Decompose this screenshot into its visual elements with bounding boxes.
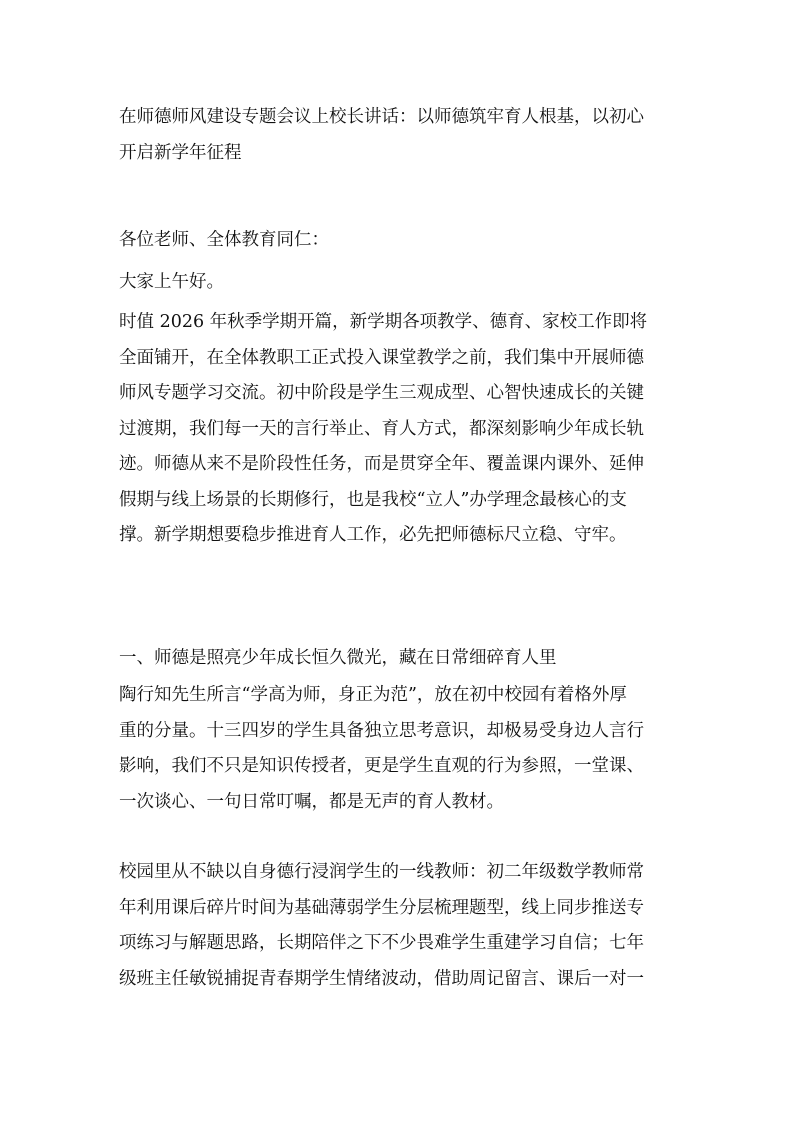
- paragraph-line: 级班主任敏锐捕捉青春期学生情绪波动，借助周记留言、课后一对一: [119, 968, 644, 989]
- paragraph-line: 时值 2026 年秋季学期开篇，新学期各项教学、德育、家校工作即将: [119, 312, 648, 332]
- paragraph-line: 师风专题学习交流。初中阶段是学生三观成型、心智快速成长的关键: [119, 383, 644, 403]
- greeting-text: 大家上午好。: [119, 272, 224, 292]
- paragraph-line: 撑。新学期想要稳步推进育人工作，必先把师德标尺立稳、守牢。: [119, 525, 627, 545]
- paragraph-line: 影响，我们不只是知识传授者，更是学生直观的行为参照，一堂课、: [119, 756, 644, 776]
- paragraph-line: 过渡期，我们每一天的言行举止、育人方式，都深刻影响少年成长轨: [119, 418, 644, 439]
- section-heading-text: 一、师德是照亮少年成长恒久微光，藏在日常细碎育人里: [119, 648, 557, 668]
- document-title: [119, 100, 689, 171]
- paragraph-line: 全面铺开，在全体教职工正式投入课堂教学之前，我们集中开展师德: [119, 347, 644, 368]
- paragraph-line: 陶行知先生所言“学高为师，身正为范”，放在初中校园有着格外厚: [119, 685, 627, 705]
- intro-paragraph: [119, 305, 689, 554]
- section1-paragraph-1: [119, 678, 689, 820]
- paragraph-line: 项练习与解题思路，长期陪伴之下不少畏难学生重建学习自信；七年: [119, 933, 644, 953]
- paragraph-line: 重的分量。十三四岁的学生具备独立思考意识，却极易受身边人言行: [119, 720, 644, 741]
- section-heading-1: [119, 641, 689, 677]
- title-line: 开启新学年征程: [119, 142, 242, 163]
- section1-paragraph-2: [119, 855, 689, 997]
- paragraph-line: 迹。师德从来不是阶段性任务，而是贯穿全年、覆盖课内课外、延伸: [119, 454, 644, 474]
- paragraph-line: 假期与线上场景的长期修行，也是我校“立人”办学理念最核心的支: [119, 489, 627, 510]
- salutation-text: 各位老师、全体教育同仁：: [119, 230, 329, 250]
- paragraph-line: 年利用课后碎片时间为基础薄弱学生分层梳理题型，线上同步推送专: [119, 897, 644, 918]
- paragraph-line: 校园里从不缺以自身德行浸润学生的一线教师：初二年级数学教师常: [119, 862, 644, 882]
- salutation: [119, 223, 689, 259]
- title-line: 在师德师风建设专题会议上校长讲话：以师德筑牢育人根基，以初心: [119, 107, 644, 127]
- greeting: [119, 265, 689, 301]
- paragraph-line: 一次谈心、一句日常叮嘱，都是无声的育人教材。: [119, 791, 504, 812]
